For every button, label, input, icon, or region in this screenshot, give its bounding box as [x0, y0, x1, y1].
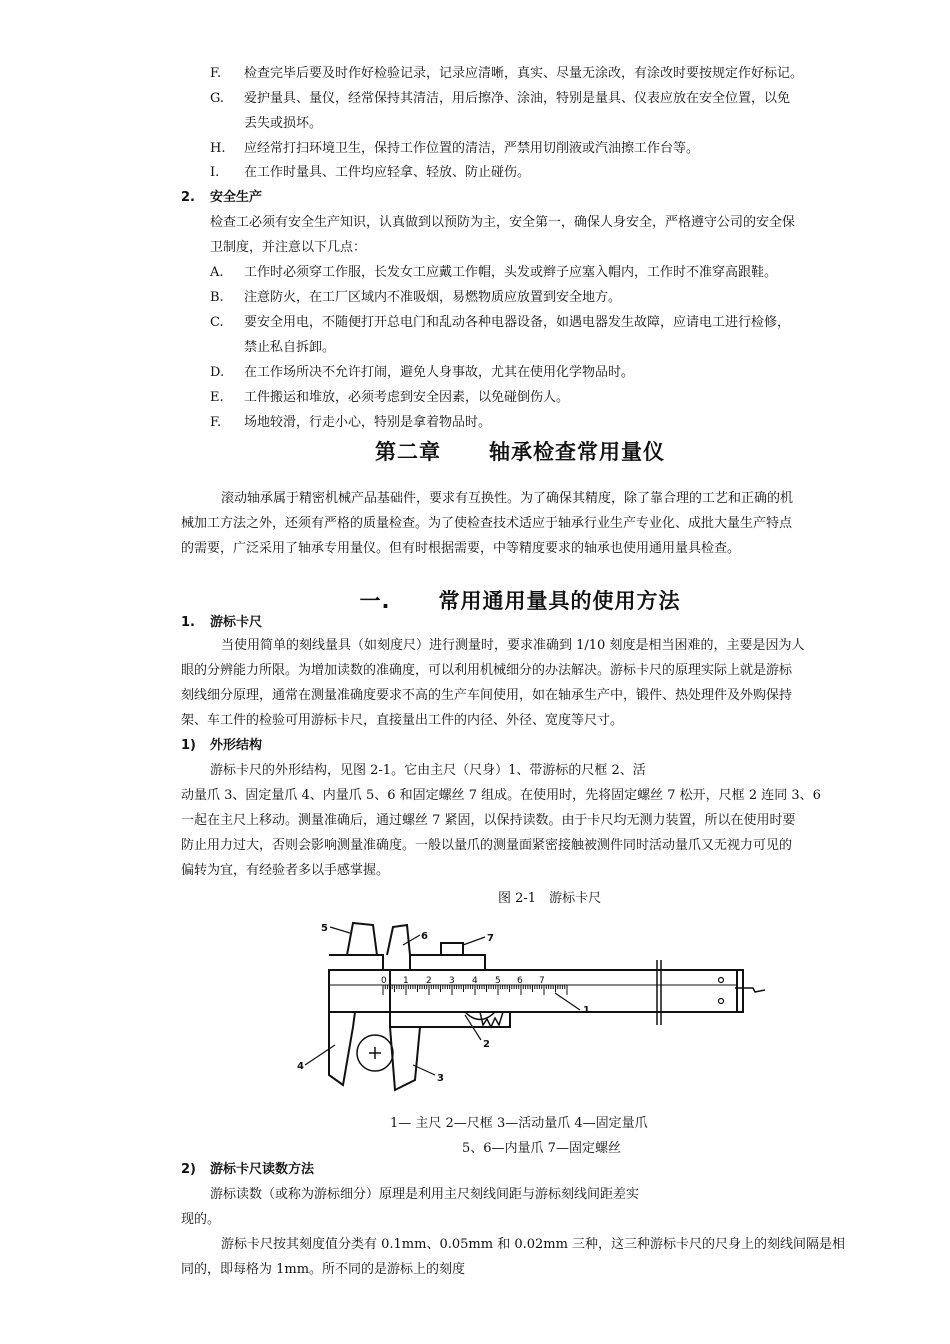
list-item: F. 场地较滑，行走小心，特别是拿着物品时。 — [210, 415, 492, 430]
list-item: G. 爱护量具、量仪，经常保持其清洁，用后擦净、涂油，特别是量具、仪表应放在安全位置，以免 — [210, 91, 791, 106]
figure-legend: 1— 主尺 2—尺框 3—活动量爪 4—固定量爪 — [390, 1116, 648, 1131]
paragraph-line: 当使用简单的刻线量具（如刻度尺）进行测量时，要求准确到 1/10 刻度是相当困难的，主要是因为人 — [221, 638, 805, 653]
section-title: 一. 常用通用量具的使用方法 — [359, 589, 681, 613]
scale-number: 7 — [539, 976, 545, 986]
list-item: H. 应经常打扫环境卫生，保持工作位置的清洁，严禁用切削液或汽油擦工作台等。 — [210, 141, 700, 156]
part-label: 7 — [487, 933, 494, 944]
paragraph-line: 防止用力过大，否则会影响测量准确度。一般以量爪的测量面紧密接触被测件同时活动量爪又无视力可见的 — [181, 838, 793, 853]
list-item: A. 工作时必须穿工作服，长发女工应戴工作帽，头发或辫子应塞入帽内，工作时不准穿高跟鞋。 — [210, 265, 778, 280]
subsection-heading: 2) 游标卡尺读数方法 — [181, 1162, 315, 1177]
paragraph-line: 滚动轴承属于精密机械产品基础件，要求有互换性。为了确保其精度，除了靠合理的工艺和正确的机 — [221, 491, 794, 506]
paragraph-line: 械加工方法之外，还须有严格的质量检查。为了使检查技术适应于轴承行业生产专业化、成批大量生产特点 — [181, 516, 793, 531]
paragraph-line: 游标卡尺按其刻度值分类有 0.1mm、0.05mm 和 0.02mm 三种，这三种游标卡尺的尺身上的刻线间隔是相 — [221, 1237, 846, 1252]
section-heading: 2. 安全生产 — [181, 190, 263, 205]
paragraph-line: 架、车工件的检验可用游标卡尺，直接量出工件的内径、外径、宽度等尺寸。 — [181, 713, 624, 728]
fixed-jaw-4 — [329, 1012, 355, 1085]
paragraph-line: 一起在主尺上移动。测量准确后，通过螺丝 7 紧固，以保持读数。由于卡尺均无测力装置，所以在使用时要 — [181, 813, 796, 828]
vernier-caliper-figure — [295, 915, 775, 1105]
frame-top — [410, 955, 485, 970]
scale-number: 2 — [426, 976, 432, 986]
list-item-continuation: 丢失或损坏。 — [244, 116, 323, 131]
inner-jaw-5 — [347, 923, 377, 955]
part-label: 4 — [297, 1061, 304, 1072]
part-label: 5 — [321, 923, 328, 934]
paragraph-line: 同的，即每格为 1mm。所不同的是游标上的刻度 — [181, 1262, 466, 1277]
subsection-heading: 1) 外形结构 — [181, 738, 263, 753]
locking-screw-icon — [441, 943, 463, 955]
paragraph-line: 刻线细分原理，通常在测量准确度要求不高的生产车间使用，如在轴承生产中，锻件、热处理件及外购保持 — [181, 688, 793, 703]
moving-jaw-3 — [390, 1027, 420, 1090]
chapter-title: 第二章 轴承检查常用量仪 — [375, 440, 665, 464]
part-label: 1 — [583, 1005, 590, 1016]
scale-number: 4 — [472, 976, 478, 986]
part-label: 3 — [437, 1073, 444, 1084]
paragraph-line: 动量爪 3、固定量爪 4、内量爪 5、6 和固定螺丝 7 组成。在使用时，先将固定螺丝 7 松开，尺框 2 连同 3、6 — [181, 788, 821, 803]
paragraph-line: 的需要，广泛采用了轴承专用量仪。但有时根据需要，中等精度要求的轴承也使用通用量具检查。 — [181, 541, 741, 556]
figure-title: 图 2-1 游标卡尺 — [498, 891, 602, 906]
inner-jaw-6 — [387, 925, 410, 955]
paragraph-line: 游标卡尺的外形结构，见图 2-1。它由主尺（尺身）1、带游标的尺框 2、活 — [210, 763, 646, 778]
list-item: I. 在工作时量具、工件均应轻拿、轻放、防止碰伤。 — [210, 165, 531, 180]
paragraph-line: 检查工必须有安全生产知识，认真做到以预防为主，安全第一，确保人身安全，严格遵守公司的安全保 — [210, 215, 796, 230]
list-item: F. 检查完毕后要及时作好检验记录，记录应清晰，真实、尽量无涂改，有涂改时要按规定作好标记。 — [210, 66, 804, 81]
paragraph-line: 现的。 — [181, 1212, 221, 1227]
list-item: D. 在工作场所决不允许打闹，避免人身事故，尤其在使用化学物品时。 — [210, 365, 635, 380]
list-item-continuation: 禁止私自拆卸。 — [244, 340, 336, 355]
scale-number: 0 — [381, 976, 387, 986]
paragraph-line: 眼的分辨能力所限。为增加读数的准确度，可以利用机械细分的办法解决。游标卡尺的原理实际上就是游标 — [181, 663, 793, 678]
scale-number: 3 — [449, 976, 455, 986]
part-label: 6 — [421, 931, 428, 942]
paragraph-line: 偏转为宜，有经验者多以手感掌握。 — [181, 863, 390, 878]
paragraph-line: 卫制度，并注意以下几点： — [210, 240, 367, 255]
subsection-heading: 1. 游标卡尺 — [181, 615, 263, 630]
paragraph-line: 游标读数（或称为游标细分）原理是利用主尺刻线间距与游标刻线间距差实 — [210, 1187, 640, 1202]
figure-legend: 5、6—内量爪 7—固定螺丝 — [462, 1141, 621, 1156]
list-item: B. 注意防火，在工厂区域内不准吸烟，易燃物质应放置到安全地方。 — [210, 290, 622, 305]
scale-number: 5 — [495, 976, 501, 986]
list-item: C. 要安全用电，不随便打开总电门和乱动各种电器设备，如遇电器发生故障，应请电工进行检修， — [210, 315, 791, 330]
part-label: 2 — [483, 1039, 490, 1050]
scale-number: 6 — [517, 976, 523, 986]
list-item: E. 工件搬运和堆放，必须考虑到安全因素，以免碰倒伤人。 — [210, 390, 570, 405]
scale-number: 1 — [403, 976, 409, 986]
